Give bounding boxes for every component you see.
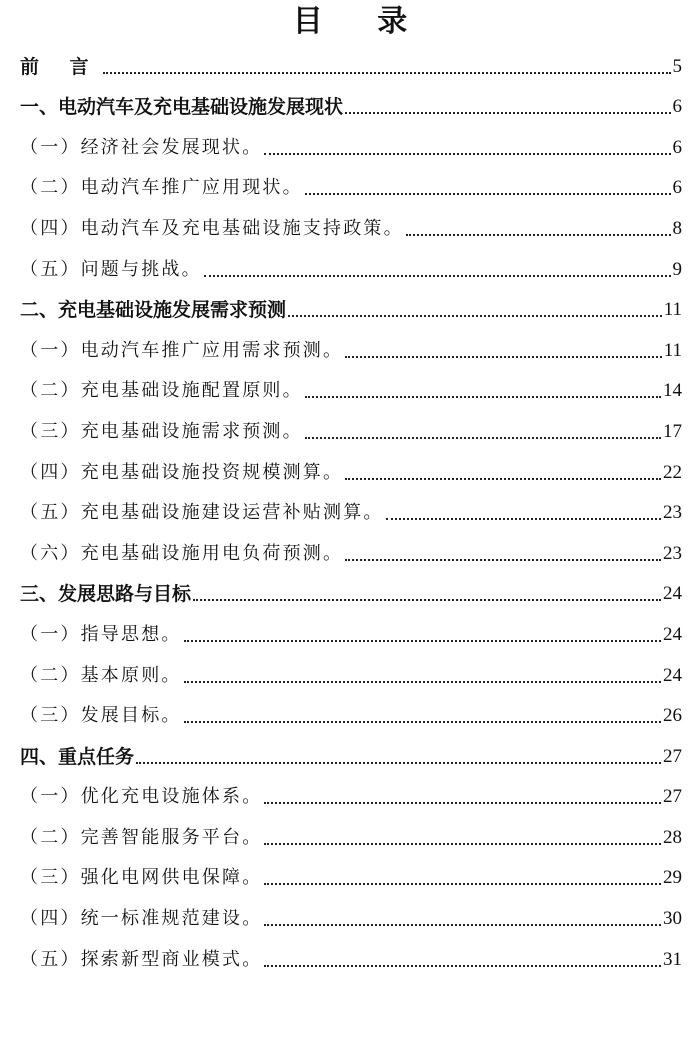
table-of-contents (20, 46, 682, 980)
toc-entry[interactable] (20, 655, 682, 696)
page-title: 目 录 (292, 4, 430, 39)
toc-dot-leader (103, 72, 671, 74)
toc-entry-label: （四）电动汽车及充电基础设施支持政策。 (20, 217, 404, 239)
toc-dot-leader (184, 640, 661, 642)
toc-dot-leader (345, 356, 662, 358)
toc-entry-label: （六）充电基础设施用电负荷预测。 (20, 542, 344, 564)
toc-entry[interactable] (20, 87, 682, 128)
toc-entry-page: 6 (672, 177, 682, 199)
toc-entry-page: 6 (672, 136, 682, 158)
toc-entry-label: （二）基本原则。 (20, 664, 182, 686)
toc-entry-label: （三）充电基础设施需求预测。 (20, 420, 303, 442)
toc-entry[interactable] (20, 127, 682, 168)
toc-entry-page: 24 (663, 583, 682, 605)
toc-entry-page: 14 (663, 380, 682, 402)
toc-entry[interactable] (20, 46, 682, 87)
toc-entry-page: 22 (663, 461, 682, 483)
toc-dot-leader (204, 275, 671, 277)
toc-entry[interactable] (20, 371, 682, 412)
toc-entry[interactable] (20, 411, 682, 452)
toc-entry[interactable] (20, 614, 682, 655)
toc-dot-leader (406, 234, 671, 236)
toc-entry[interactable] (20, 777, 682, 818)
toc-dot-leader (345, 478, 661, 480)
toc-entry-page: 28 (663, 826, 682, 848)
toc-entry-page: 23 (663, 502, 682, 524)
toc-dot-leader (264, 843, 661, 845)
toc-dot-leader (305, 396, 661, 398)
toc-entry[interactable] (20, 939, 682, 980)
toc-entry-label: （二）完善智能服务平台。 (20, 826, 263, 848)
toc-entry-label: （五）探索新型商业模式。 (20, 948, 263, 970)
toc-entry[interactable] (20, 817, 682, 858)
toc-entry[interactable] (20, 696, 682, 737)
toc-entry-page: 5 (672, 55, 682, 77)
toc-dot-leader (386, 518, 661, 520)
toc-entry-label: （五）问题与挑战。 (20, 258, 202, 280)
toc-entry-label: （四）统一标准规范建设。 (20, 908, 263, 930)
toc-entry[interactable] (20, 249, 682, 290)
toc-entry-page: 31 (663, 948, 682, 970)
toc-entry-page: 30 (663, 908, 682, 930)
toc-entry[interactable] (20, 493, 682, 534)
toc-entry-page: 26 (663, 705, 682, 727)
toc-entry[interactable] (20, 168, 682, 209)
toc-entry-page: 17 (663, 420, 682, 442)
toc-entry-label: （三）发展目标。 (20, 705, 182, 727)
toc-entry-label: （一）电动汽车推广应用需求预测。 (20, 339, 344, 361)
toc-entry-page: 8 (672, 217, 682, 239)
toc-dot-leader (288, 315, 662, 317)
toc-entry[interactable] (20, 574, 682, 615)
toc-entry-page: 27 (663, 745, 682, 767)
toc-entry-label: 四、重点任务 (20, 745, 135, 768)
toc-entry-label: （一）指导思想。 (20, 623, 182, 645)
toc-entry-label: 一、电动汽车及充电基础设施发展现状 (20, 96, 344, 119)
toc-entry-label: （四）充电基础设施投资规模测算。 (20, 461, 344, 483)
toc-entry-label: （一）经济社会发展现状。 (20, 136, 263, 158)
toc-entry-label: 三、发展思路与目标 (20, 583, 192, 606)
toc-entry-label: 前 言 (20, 55, 101, 78)
toc-dot-leader (184, 681, 661, 683)
toc-entry-label: （五）充电基础设施建设运营补贴测算。 (20, 502, 384, 524)
toc-entry-page: 23 (663, 542, 682, 564)
toc-entry-page: 24 (663, 664, 682, 686)
toc-dot-leader (264, 883, 661, 885)
toc-dot-leader (264, 802, 661, 804)
toc-dot-leader (264, 924, 661, 926)
toc-entry[interactable] (20, 533, 682, 574)
toc-entry[interactable] (20, 330, 682, 371)
toc-dot-leader (345, 559, 661, 561)
toc-dot-leader (264, 153, 670, 155)
toc-entry-page: 9 (672, 258, 682, 280)
toc-entry[interactable] (20, 208, 682, 249)
toc-dot-leader (184, 721, 661, 723)
toc-entry-label: （二）电动汽车推广应用现状。 (20, 177, 303, 199)
toc-entry-page: 27 (663, 786, 682, 808)
toc-entry-label: （二）充电基础设施配置原则。 (20, 380, 303, 402)
toc-dot-leader (345, 112, 670, 114)
toc-entry-page: 24 (663, 623, 682, 645)
toc-dot-leader (193, 599, 661, 601)
toc-dot-leader (136, 762, 661, 764)
toc-dot-leader (264, 965, 661, 967)
toc-entry-page: 11 (663, 299, 682, 321)
toc-entry[interactable] (20, 736, 682, 777)
toc-entry-page: 11 (663, 339, 682, 361)
toc-dot-leader (305, 437, 661, 439)
toc-entry[interactable] (20, 290, 682, 331)
toc-dot-leader (305, 193, 671, 195)
toc-entry[interactable] (20, 898, 682, 939)
toc-entry[interactable] (20, 452, 682, 493)
toc-entry-label: 二、充电基础设施发展需求预测 (20, 299, 287, 322)
toc-entry[interactable] (20, 858, 682, 899)
toc-entry-label: （三）强化电网供电保障。 (20, 867, 263, 889)
toc-entry-page: 29 (663, 867, 682, 889)
toc-entry-page: 6 (672, 96, 682, 118)
toc-entry-label: （一）优化充电设施体系。 (20, 786, 263, 808)
